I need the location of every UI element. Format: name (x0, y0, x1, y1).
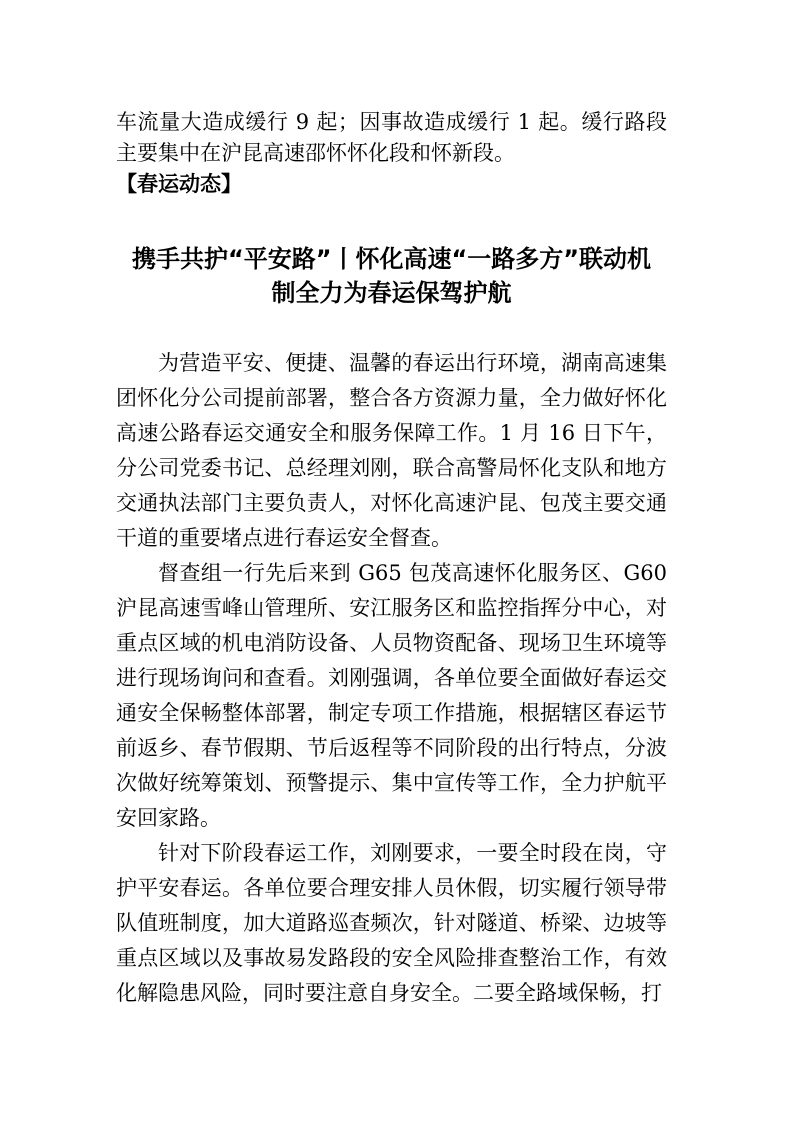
article-paragraph: 针对下阶段春运工作，刘刚要求，一要全时段在岗，守护平安春运。各单位要合理安排人员休假，切实履行领导带队值班制度，加大道路巡查频次，针对隧道、桥梁、边坡等重点区域以及事故易发路段的安全风险排查整治工作，有效化解隐患风险，同时要注意自身安全。二要全路域保畅，打 (116, 841, 667, 1005)
article-paragraph: 为营造平安、便捷、温馨的春运出行环境，湖南高速集团怀化分公司提前部署，整合各方资源力量，全力做好怀化高速公路春运交通安全和服务保障工作。1 月 16 日下午，分公司党委书记、总经理刘刚，联合高警局怀化支队和地方交通执法部门主要负责人，对怀化高速沪昆、包茂主要交通干道的重要堵点进行春运安全督查。 (116, 351, 667, 550)
article-paragraph: 督查组一行先后来到 G65 包茂高速怀化服务区、G60 沪昆高速雪峰山管理所、安江服务区和监控指挥分中心，对重点区域的机电消防设备、人员物资配备、现场卫生环境等进行现场询问和查看。刘刚强调，各单位要全面做好春运交通安全保畅整体部署，制定专项工作措施，根据辖区春运节前返乡、春节假期、节后返程等不同阶段的出行特点，分波次做好统筹策划、预警提示、集中宣传等工作，全力护航平安回家路。 (116, 561, 667, 830)
carryover-paragraph: 车流量大造成缓行 9 起；因事故造成缓行 1 起。缓行路段主要集中在沪昆高速邵怀怀化段和怀新段。 (116, 110, 667, 165)
page-content (116, 107, 667, 1011)
article-title: 携手共护“平安路”丨怀化高速“一路多方”联动机制全力为春运保驾护航 (131, 245, 652, 307)
section-marker: 【春运动态】 (116, 172, 242, 196)
article-body (116, 346, 667, 1011)
